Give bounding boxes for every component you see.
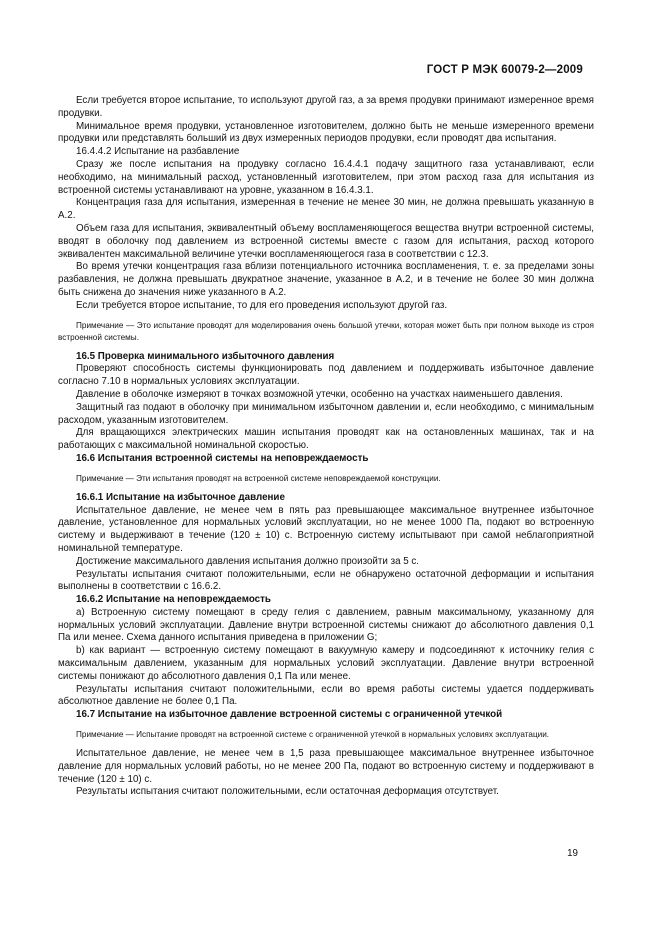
paragraph: Результаты испытания считают положительными, если во время работы системы удается поддерживать абсолютное давление не более 0,1 Па. bbox=[58, 683, 594, 708]
paragraph: Достижение максимального давления испытания должно произойти за 5 с. bbox=[76, 555, 420, 567]
list-item: а) Встроенную систему помещают в среду гелия с давлением, равным максимальному, указанному для нормальных условий эксплуатации. Давление внутри встроенной системы снижают до абсолютного давления 0,1 Па или менее. Схема данного испытания приведена в приложении G; bbox=[58, 606, 594, 644]
paragraph: Концентрация газа для испытания, измеренная в течение не менее 30 мин, не должна превышать указанную в А.2. bbox=[58, 197, 594, 222]
subsection-heading: 16.4.4.2 Испытание на разбавление bbox=[76, 146, 240, 158]
note: Примечание — Испытание проводят на встроенной системе с ограниченной утечкой в нормальных условиях эксплуатации. bbox=[76, 730, 550, 740]
note: Примечание — Эти испытания проводят на встроенной системе неповреждаемой конструкции. bbox=[76, 473, 441, 483]
paragraph: Защитный газ подают в оболочку при минимальном избыточном давлении и, если необходимо, с минимальным расходом, указанным изготовителем. bbox=[58, 401, 594, 426]
paragraph: Объем газа для испытания, эквивалентный объему воспламеняющегося вещества внутри встроенной системы, вводят в оболочку под давлением из встроенной системы вместе с газом для испытания, расход которого эквивалентен максимальной величине утечки воспламеняющегося газа в соответствии с 12.3. bbox=[58, 222, 594, 260]
paragraph: Если требуется второе испытание, то для его проведения используют другой газ. bbox=[76, 299, 448, 311]
page-number: 19 bbox=[567, 848, 578, 859]
paragraph: Испытательное давление, не менее чем в 1,5 раза превышающее максимальное внутреннее избыточное давление для нормальных условий работы, но не менее 200 Па, подают во встроенную систему и поддерживают в течение (120 ± 10) с. bbox=[58, 748, 594, 785]
section-heading: 16.6 Испытания встроенной системы на неповреждаемость bbox=[76, 452, 369, 464]
list-item: b) как вариант — встроенную систему помещают в вакуумную камеру и подсоединяют к источнику гелия с максимальным давлением, указанным для нормальных условий эксплуатации. Давление внутри встроенной системы понижают до абсолютного давления 0,1 Па или менее. bbox=[58, 645, 594, 682]
document-body bbox=[58, 95, 594, 799]
paragraph: Сразу же после испытания на продувку согласно 16.4.4.1 подачу защитного газа устанавливают, если необходимо, на минимальный расход, установленный изготовителем, при этом расход газа для испытания из встроенной системы устанавливают на уровне, указанном в 16.4.3.1. bbox=[58, 158, 594, 196]
paragraph: Во время утечки концентрация газа вблизи потенциального источника воспламенения, т. е. за пределами зоны разбавления, не должна превышать двукратное значение, указанное в А.2, и в течение не более 30 мин должна быть снижена до значения ниже указанного в А.2. bbox=[58, 261, 594, 298]
document-header: ГОСТ Р МЭК 60079-2—2009 bbox=[426, 64, 583, 76]
paragraph: Минимальное время продувки, установленное изготовителем, должно быть не меньше измеренного времени продувки или представлять больший из двух измеренных периодов продувки, если проводят два испытания. bbox=[58, 120, 594, 145]
paragraph: Давление в оболочке измеряют в точках возможной утечки, особенно на участках наименьшего давления. bbox=[76, 388, 563, 400]
section-heading: 16.6.2 Испытание на неповреждаемость bbox=[76, 594, 271, 606]
note: Примечание — Это испытание проводят для моделирования очень большой утечки, которая может быть при полном выходе из строя встроенной системы. bbox=[58, 320, 594, 342]
section-heading: 16.7 Испытание на избыточное давление встроенной системы с ограниченной утечкой bbox=[76, 709, 503, 721]
paragraph: Для вращающихся электрических машин испытания проводят как на остановленных машинах, так и на работающих с максимальной номинальной скоростью. bbox=[58, 427, 594, 452]
paragraph: Результаты испытания считают положительными, если не обнаружено остаточной деформации и испытания выполнены в соответствии с 16.6.2. bbox=[58, 568, 594, 593]
paragraph: Результаты испытания считают положительными, если остаточная деформация отсутствует. bbox=[76, 786, 499, 798]
paragraph: Проверяют способность системы функционировать под давлением и поддерживать избыточное давление согласно 7.10 в нормальных условиях эксплуатации. bbox=[58, 363, 594, 388]
section-heading: 16.5 Проверка минимального избыточного давления bbox=[76, 350, 335, 362]
paragraph: Если требуется второе испытание, то используют другой газ, а за время продувки принимают измеренное время продувки. bbox=[58, 95, 594, 119]
section-heading: 16.6.1 Испытание на избыточное давление bbox=[76, 491, 285, 503]
paragraph: Испытательное давление, не менее чем в пять раз превышающее максимальное внутреннее избыточное давление, установленное для нормальных условий эксплуатации, но не менее 1000 Па, подают во встроенную систему и выдерживают в течение (120 ± 10) с. Встроенную систему испытывают при самой неблагоприятной номинальной температуре. bbox=[58, 504, 594, 554]
